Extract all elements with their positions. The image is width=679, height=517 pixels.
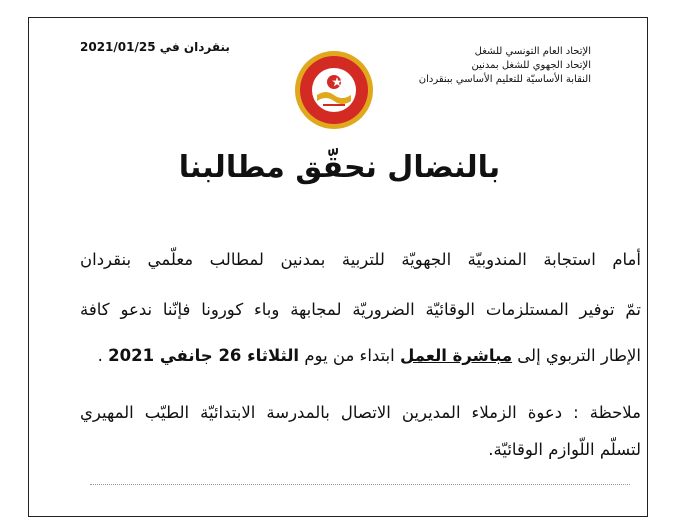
page-title: بالنضال نحقّق مطالبنا — [178, 150, 501, 185]
note-line-1: ملاحظة : دعوة الزملاء المديرين الاتصال بالمدرسة الابتدائيّة الطيّب المهيري — [80, 403, 641, 422]
body-line-3 — [80, 346, 641, 365]
body-line-3-start: الإطار التربوي إلى — [512, 346, 641, 365]
cutoff-line — [90, 484, 630, 495]
document-date: بنقردان في 2021/01/25 — [80, 40, 230, 54]
org-line-2: الإتحاد الجهوي للشغل بمدنين — [471, 60, 591, 71]
body-line-3-end: . — [97, 346, 109, 365]
organization-header — [419, 45, 591, 87]
body-line-2: تمّ توفير المستلزمات الوقائيّة الضروريّة لمجابهة وباء كورونا فإنّنا ندعو كافة — [80, 300, 641, 319]
org-line-1: الإتحاد العام التونسي للشغل — [474, 46, 591, 57]
start-date-emphasis: الثلاثاء 26 جانفي 2021 — [108, 346, 300, 365]
body-line-3-middle: ابتداء من يوم — [299, 346, 400, 365]
org-line-3: النقابة الأساسيّة للتعليم الأساسي ببنقردان — [418, 74, 591, 85]
body-line-1: أمام استجابة المندوبيّة الجهويّة للتربية بمدنين لمطالب معلّمي بنقردان — [80, 250, 641, 269]
start-work-emphasis: مباشرة العمل — [399, 346, 513, 365]
note-line-2: لتسلّم اللّوازم الوقائيّة. — [488, 440, 641, 459]
union-emblem-icon — [293, 49, 375, 131]
